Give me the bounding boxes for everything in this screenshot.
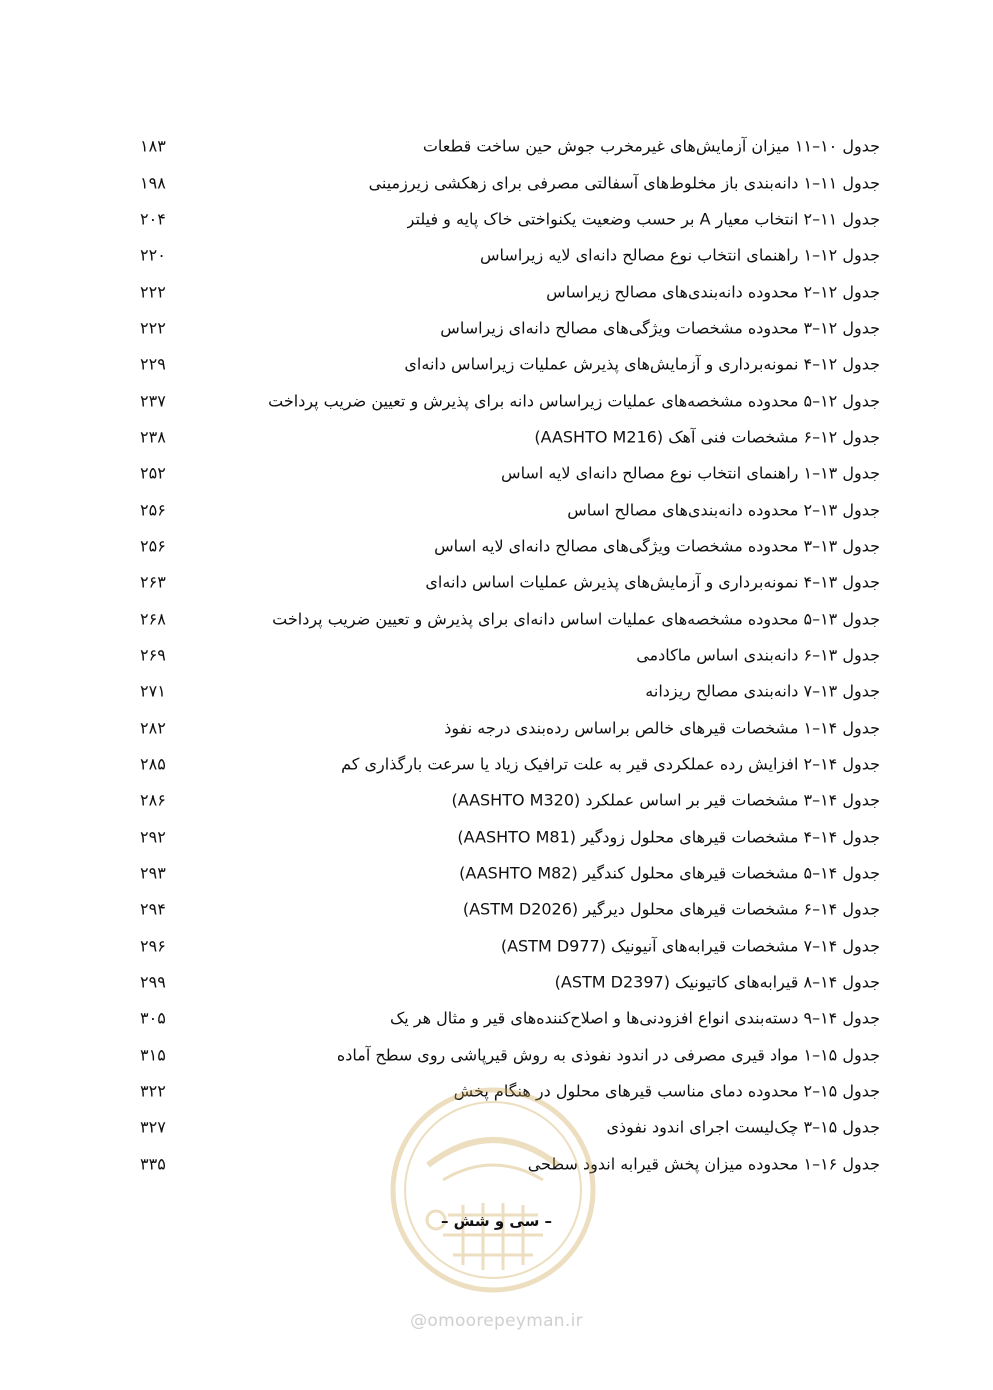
toc-entry-page: ۲۰۴ <box>140 209 166 229</box>
toc-entry-page: ۲۹۴ <box>140 899 166 919</box>
toc-entry <box>140 710 880 746</box>
toc-entry-title: جدول ۱۲–۳ محدوده مشخصات ویژگی‌های مصالح دانه‌ای زیراساس <box>440 318 880 338</box>
toc-entry <box>140 528 880 564</box>
toc-entry-page: ۲۹۲ <box>140 827 166 847</box>
toc-entry <box>140 1146 880 1182</box>
toc-entry-title: جدول ۱۴–۳ مشخصات قیر بر اساس عملکرد (AASHTO M320) <box>451 790 880 810</box>
toc-entry-title: جدول ۱۳–۶ دانه‌بندی اساس ماکادمی <box>636 645 880 665</box>
toc-entry-title: جدول ۱۴–۹ دسته‌بندی انواع افزودنی‌ها و اصلاح‌کننده‌های قیر و مثال هر یک <box>389 1008 880 1028</box>
toc-entry-page: ۳۲۷ <box>140 1117 166 1137</box>
toc-entry-title: جدول ۱۴–۷ مشخصات قیرابه‌های آنیونیک (ASTM D977) <box>500 936 880 956</box>
toc-entry <box>140 310 880 346</box>
toc-entry-title: جدول ۱۴–۴ مشخصات قیرهای محلول زودگیر (AASHTO M81) <box>457 827 880 847</box>
toc-entry-title: جدول ۱۵–۲ محدوده دمای مناسب قیرهای محلول در هنگام پخش <box>453 1081 880 1101</box>
toc-entry-page: ۲۵۲ <box>140 463 166 483</box>
toc-entry-title: جدول ۱۴–۱ مشخصات قیرهای خالص براساس رده‌بندی درجه نفوذ <box>444 718 880 738</box>
toc-entry-title: جدول ۱۱–۱ دانه‌بندی باز مخلوط‌های آسفالتی مصرفی برای زهکشی زیرزمینی <box>368 173 880 193</box>
toc-entry-title: جدول ۱۳–۱ راهنمای انتخاب نوع مصالح دانه‌ای لایه اساس <box>501 463 880 483</box>
toc-entry-page: ۲۵۶ <box>140 536 166 556</box>
watermark-url: @omoorepeyman.ir <box>410 1311 583 1331</box>
toc-entry-title: جدول ۱۳–۴ نمونه‌برداری و آزمایش‌های پذیرش عملیات اساس دانه‌ای <box>425 572 880 592</box>
toc-entry-title: جدول ۱۳–۳ محدوده مشخصات ویژگی‌های مصالح دانه‌ای لایه اساس <box>434 536 880 556</box>
toc-entry-page: ۲۸۲ <box>140 718 166 738</box>
toc-entry-page: ۳۲۲ <box>140 1081 166 1101</box>
toc-entry <box>140 964 880 1000</box>
toc-entry-title: جدول ۱۴–۶ مشخصات قیرهای محلول دیرگیر (ASTM D2026) <box>462 899 880 919</box>
toc-entry <box>140 273 880 309</box>
toc-entry-page: ۱۸۳ <box>140 136 166 156</box>
toc-entry-page: ۲۲۰ <box>140 245 166 265</box>
toc-entry-page: ۲۶۹ <box>140 645 166 665</box>
toc-entry-page: ۲۵۶ <box>140 500 166 520</box>
toc-entry-page: ۲۲۹ <box>140 354 166 374</box>
toc-entry-title: جدول ۱۲–۱ راهنمای انتخاب نوع مصالح دانه‌ای لایه زیراساس <box>480 245 880 265</box>
toc-entry-page: ۲۲۲ <box>140 282 166 302</box>
toc-entry-page: ۲۳۸ <box>140 427 166 447</box>
toc-entry <box>140 382 880 418</box>
toc-entry <box>140 1109 880 1145</box>
toc-entry-title: جدول ۱۴–۸ قیرابه‌های کاتیونیک (ASTM D2397) <box>554 972 880 992</box>
toc-entry <box>140 455 880 491</box>
toc-entry-title: جدول ۱۱–۲ انتخاب معیار A بر حسب وضعیت یکنواختی خاک پایه و فیلتر <box>406 209 880 229</box>
toc-entry <box>140 237 880 273</box>
toc-entry-title: جدول ۱۴–۲ افزایش رده عملکردی قیر به علت ترافیک زیاد یا سرعت بارگذاری کم <box>341 754 880 774</box>
toc-entry <box>140 1073 880 1109</box>
page-footer: – سی و شش – <box>440 1212 553 1230</box>
toc-entry <box>140 1000 880 1036</box>
toc-entry <box>140 128 880 164</box>
toc-entry-title: جدول ۱۳–۷ دانه‌بندی مصالح ریزدانه <box>645 681 880 701</box>
toc-entry-title: جدول ۱۰–۱۱ میزان آزمایش‌های غیرمخرب جوش حین ساخت قطعات <box>422 136 880 156</box>
toc-entry-title: جدول ۱۳–۵ محدوده مشخصه‌های عملیات اساس دانه‌ای برای پذیرش و تعیین ضریب پرداخت <box>272 609 880 629</box>
toc-entry <box>140 419 880 455</box>
toc-entry <box>140 346 880 382</box>
toc-entry <box>140 819 880 855</box>
toc-entry-title: جدول ۱۲–۴ نمونه‌برداری و آزمایش‌های پذیرش عملیات زیراساس دانه‌ای <box>404 354 880 374</box>
toc-entry-page: ۳۱۵ <box>140 1045 166 1065</box>
toc-entry <box>140 564 880 600</box>
toc-entry <box>140 164 880 200</box>
toc-entry <box>140 491 880 527</box>
toc-entry <box>140 1037 880 1073</box>
toc-entry-title: جدول ۱۲–۲ محدوده دانه‌بندی‌های مصالح زیراساس <box>546 282 880 302</box>
toc-entry-page: ۳۳۵ <box>140 1154 166 1174</box>
toc-entry-title: جدول ۱۴–۵ مشخصات قیرهای محلول کندگیر (AASHTO M82) <box>459 863 880 883</box>
toc-entry-title: جدول ۱۵–۱ مواد قیری مصرفی در اندود نفوذی به روش قیرپاشی روی سطح آماده <box>336 1045 880 1065</box>
toc-entry-page: ۲۸۵ <box>140 754 166 774</box>
toc-entry-title: جدول ۱۲–۶ مشخصات فنی آهک (AASHTO M216) <box>534 427 880 447</box>
toc-entry-page: ۲۳۷ <box>140 391 166 411</box>
toc-entry-page: ۳۰۵ <box>140 1008 166 1028</box>
toc-entry-title: جدول ۱۶–۱ محدوده میزان پخش قیرابه اندود سطحی <box>527 1154 880 1174</box>
toc-entry-title: جدول ۱۲–۵ محدوده مشخصه‌های عملیات زیراساس دانه برای پذیرش و تعیین ضریب پرداخت <box>268 391 880 411</box>
toc-entry-page: ۲۶۸ <box>140 609 166 629</box>
toc-entry <box>140 782 880 818</box>
toc-entry-page: ۲۸۶ <box>140 790 166 810</box>
toc-entry-title: جدول ۱۳–۲ محدوده دانه‌بندی‌های مصالح اساس <box>567 500 880 520</box>
toc-entry <box>140 637 880 673</box>
toc-entry <box>140 855 880 891</box>
toc-entry <box>140 673 880 709</box>
toc-entry-page: ۲۷۱ <box>140 681 166 701</box>
toc-entry <box>140 600 880 636</box>
toc-entry <box>140 928 880 964</box>
toc-entry <box>140 891 880 927</box>
toc-entry-page: ۲۹۳ <box>140 863 166 883</box>
toc-entry <box>140 746 880 782</box>
toc-entry-page: ۲۹۹ <box>140 972 166 992</box>
toc-entry-page: ۲۹۶ <box>140 936 166 956</box>
toc-entry-title: جدول ۱۵–۳ چک‌لیست اجرای اندود نفوذی <box>606 1117 880 1137</box>
table-of-contents <box>140 128 880 1182</box>
toc-entry-page: ۱۹۸ <box>140 173 166 193</box>
toc-entry-page: ۲۲۲ <box>140 318 166 338</box>
toc-entry <box>140 201 880 237</box>
toc-entry-page: ۲۶۳ <box>140 572 166 592</box>
